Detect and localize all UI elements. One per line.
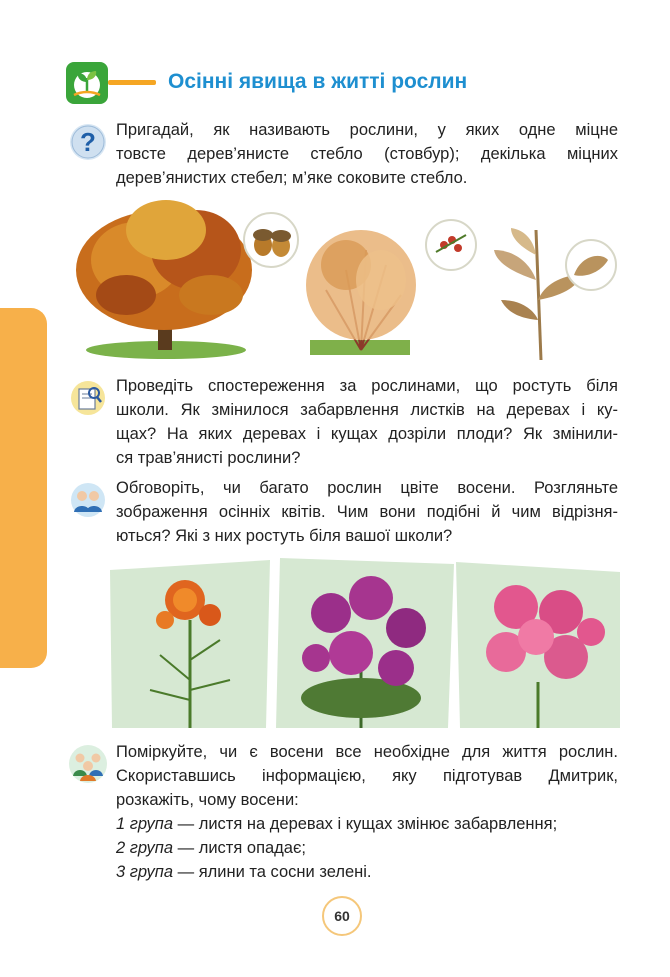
page-number: 60	[322, 896, 362, 936]
chrysanthemum-pink-image	[456, 562, 620, 728]
acorn-icon	[244, 213, 298, 267]
plants-illustration	[66, 190, 626, 365]
herb-image	[494, 228, 581, 360]
discussion-line: зображення осінніх квітів. Чим вони подібні й чим відрізня-	[116, 503, 618, 521]
leaf-icon	[566, 240, 616, 290]
shrub-image	[306, 230, 416, 355]
group-2-item: 2 група — листя опадає;	[116, 839, 306, 857]
leaf-logo-icon	[66, 62, 108, 104]
marigold-image	[110, 560, 270, 728]
group-1-item: 1 група — листя на деревах і кущах змінює забарвлення;	[116, 815, 558, 833]
observation-text	[116, 374, 618, 470]
observation-line: щах? На яких деревах і кущах дозріли плоди? Як змінили-	[116, 425, 618, 443]
question-text	[116, 118, 618, 190]
two-people-icon	[70, 482, 106, 518]
question-line: Пригадай, як називають рослини, у яких одне міцне	[116, 121, 618, 139]
group-3-item: 3 група — ялини та сосни зелені.	[116, 863, 372, 881]
berries-icon	[426, 220, 476, 270]
group-people-icon	[68, 744, 108, 784]
observation-line: школи. Як змінилося забарвлення листків на деревах і ку-	[116, 401, 618, 419]
observation-line: Проведіть спостереження за рослинами, що ростуть біля	[116, 377, 618, 395]
think-line: розкажіть, чому восени:	[116, 791, 299, 809]
observation-line: ся трав’янисті рослини?	[116, 449, 301, 467]
title-accent-line	[108, 80, 156, 85]
side-tab	[0, 308, 47, 668]
discussion-text	[116, 476, 618, 548]
question-line: товсте дерев’янисте стебло (стовбур); декілька міцних	[116, 145, 618, 163]
chrysanthemum-purple-image	[276, 558, 454, 728]
discussion-line: Обговоріть, чи багато рослин цвіте восени. Розгляньте	[116, 479, 618, 497]
think-line: Скориставшись інформацією, яку підготував Дмитрик,	[116, 767, 618, 785]
question-icon	[70, 124, 106, 160]
tree-image	[76, 200, 252, 359]
think-text	[116, 740, 618, 884]
svg-text:?: ?	[80, 127, 96, 157]
page-title: Осінні явища в житті рослин	[168, 70, 468, 93]
discussion-line: ються? Які з них ростуть біля вашої школи?	[116, 527, 453, 545]
magnifier-notebook-icon	[70, 380, 106, 416]
think-line: Поміркуйте, чи є восени все необхідне для життя рослин.	[116, 743, 618, 761]
question-line: дерев’янистих стебел; м’яке соковите стебло.	[116, 169, 468, 187]
